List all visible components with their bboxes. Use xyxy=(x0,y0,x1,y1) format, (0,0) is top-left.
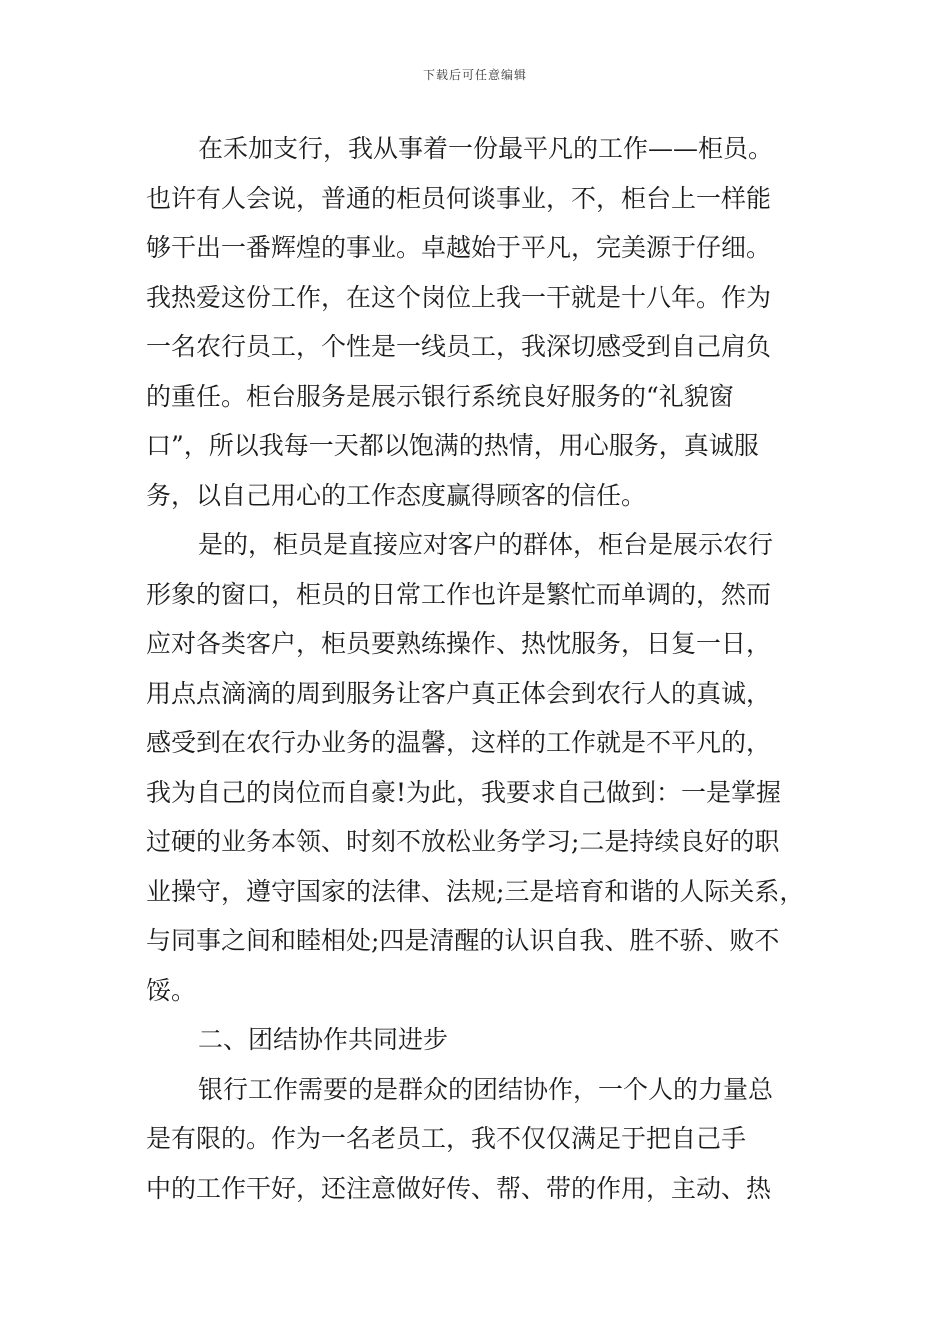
text-line: 用点点滴滴的周到服务让客户真正体会到农行人的真诚， xyxy=(146,678,772,708)
text-line: 在禾加支行，我从事着一份最平凡的工作——柜员。 xyxy=(198,134,774,163)
text-line: 是的，柜员是直接应对客户的群体，柜台是展示农行 xyxy=(198,530,774,559)
text-line: 中的工作干好，还注意做好传、帮、带的作用，主动、热 xyxy=(146,1173,772,1203)
text-line: 银行工作需要的是群众的团结协作，一个人的力量总 xyxy=(198,1074,774,1104)
text-line: 口”，所以我每一天都以饱满的热情，用心服务，真诚服 xyxy=(146,431,759,460)
document-body xyxy=(146,124,818,1213)
text-line: 过硬的业务本领、时刻不放松业务学习;二是持续良好的职 xyxy=(146,827,780,856)
paragraph-1 xyxy=(146,124,818,520)
section-heading-text: 二、团结协作共同进步 xyxy=(198,1025,449,1054)
text-line: 我为自己的岗位而自豪!为此，我要求自己做到：一是掌握 xyxy=(146,777,782,807)
text-line: 的重任。柜台服务是展示银行系统良好服务的“礼貌窗 xyxy=(146,381,734,411)
text-line: 够干出一番辉煌的事业。卓越始于平凡，完美源于仔细。 xyxy=(146,233,772,262)
text-line: 应对各类客户，柜员要熟练操作、热忱服务，日复一日， xyxy=(146,629,772,658)
text-line: 我热爱这份工作，在这个岗位上我一干就是十八年。作为 xyxy=(146,282,772,312)
text-line: 务，以自己用心的工作态度赢得顾客的信任。 xyxy=(146,480,647,510)
text-line: 业操守，遵守国家的法律、法规;三是培育和谐的人际关系， xyxy=(146,876,805,906)
page-header: 下载后可任意编辑 xyxy=(422,68,527,82)
text-line: 形象的窗口，柜员的日常工作也许是繁忙而单调的，然而 xyxy=(146,579,772,609)
text-line: 感受到在农行办业务的温馨，这样的工作就是不平凡的， xyxy=(146,728,772,757)
paragraph-3 xyxy=(146,1065,818,1214)
section-heading xyxy=(146,1015,818,1065)
text-line: 也许有人会说，普通的柜员何谈事业，不，柜台上一样能 xyxy=(146,183,772,213)
text-line: 与同事之间和睦相处;四是清醒的认识自我、胜不骄、败不 xyxy=(146,926,780,955)
text-line: 是有限的。作为一名老员工，我不仅仅满足于把自己手 xyxy=(146,1124,747,1153)
paragraph-2 xyxy=(146,520,818,1015)
text-line: 一名农行员工，个性是一线员工，我深切感受到自己肩负 xyxy=(146,332,772,361)
text-line: 馁。 xyxy=(146,975,197,1005)
